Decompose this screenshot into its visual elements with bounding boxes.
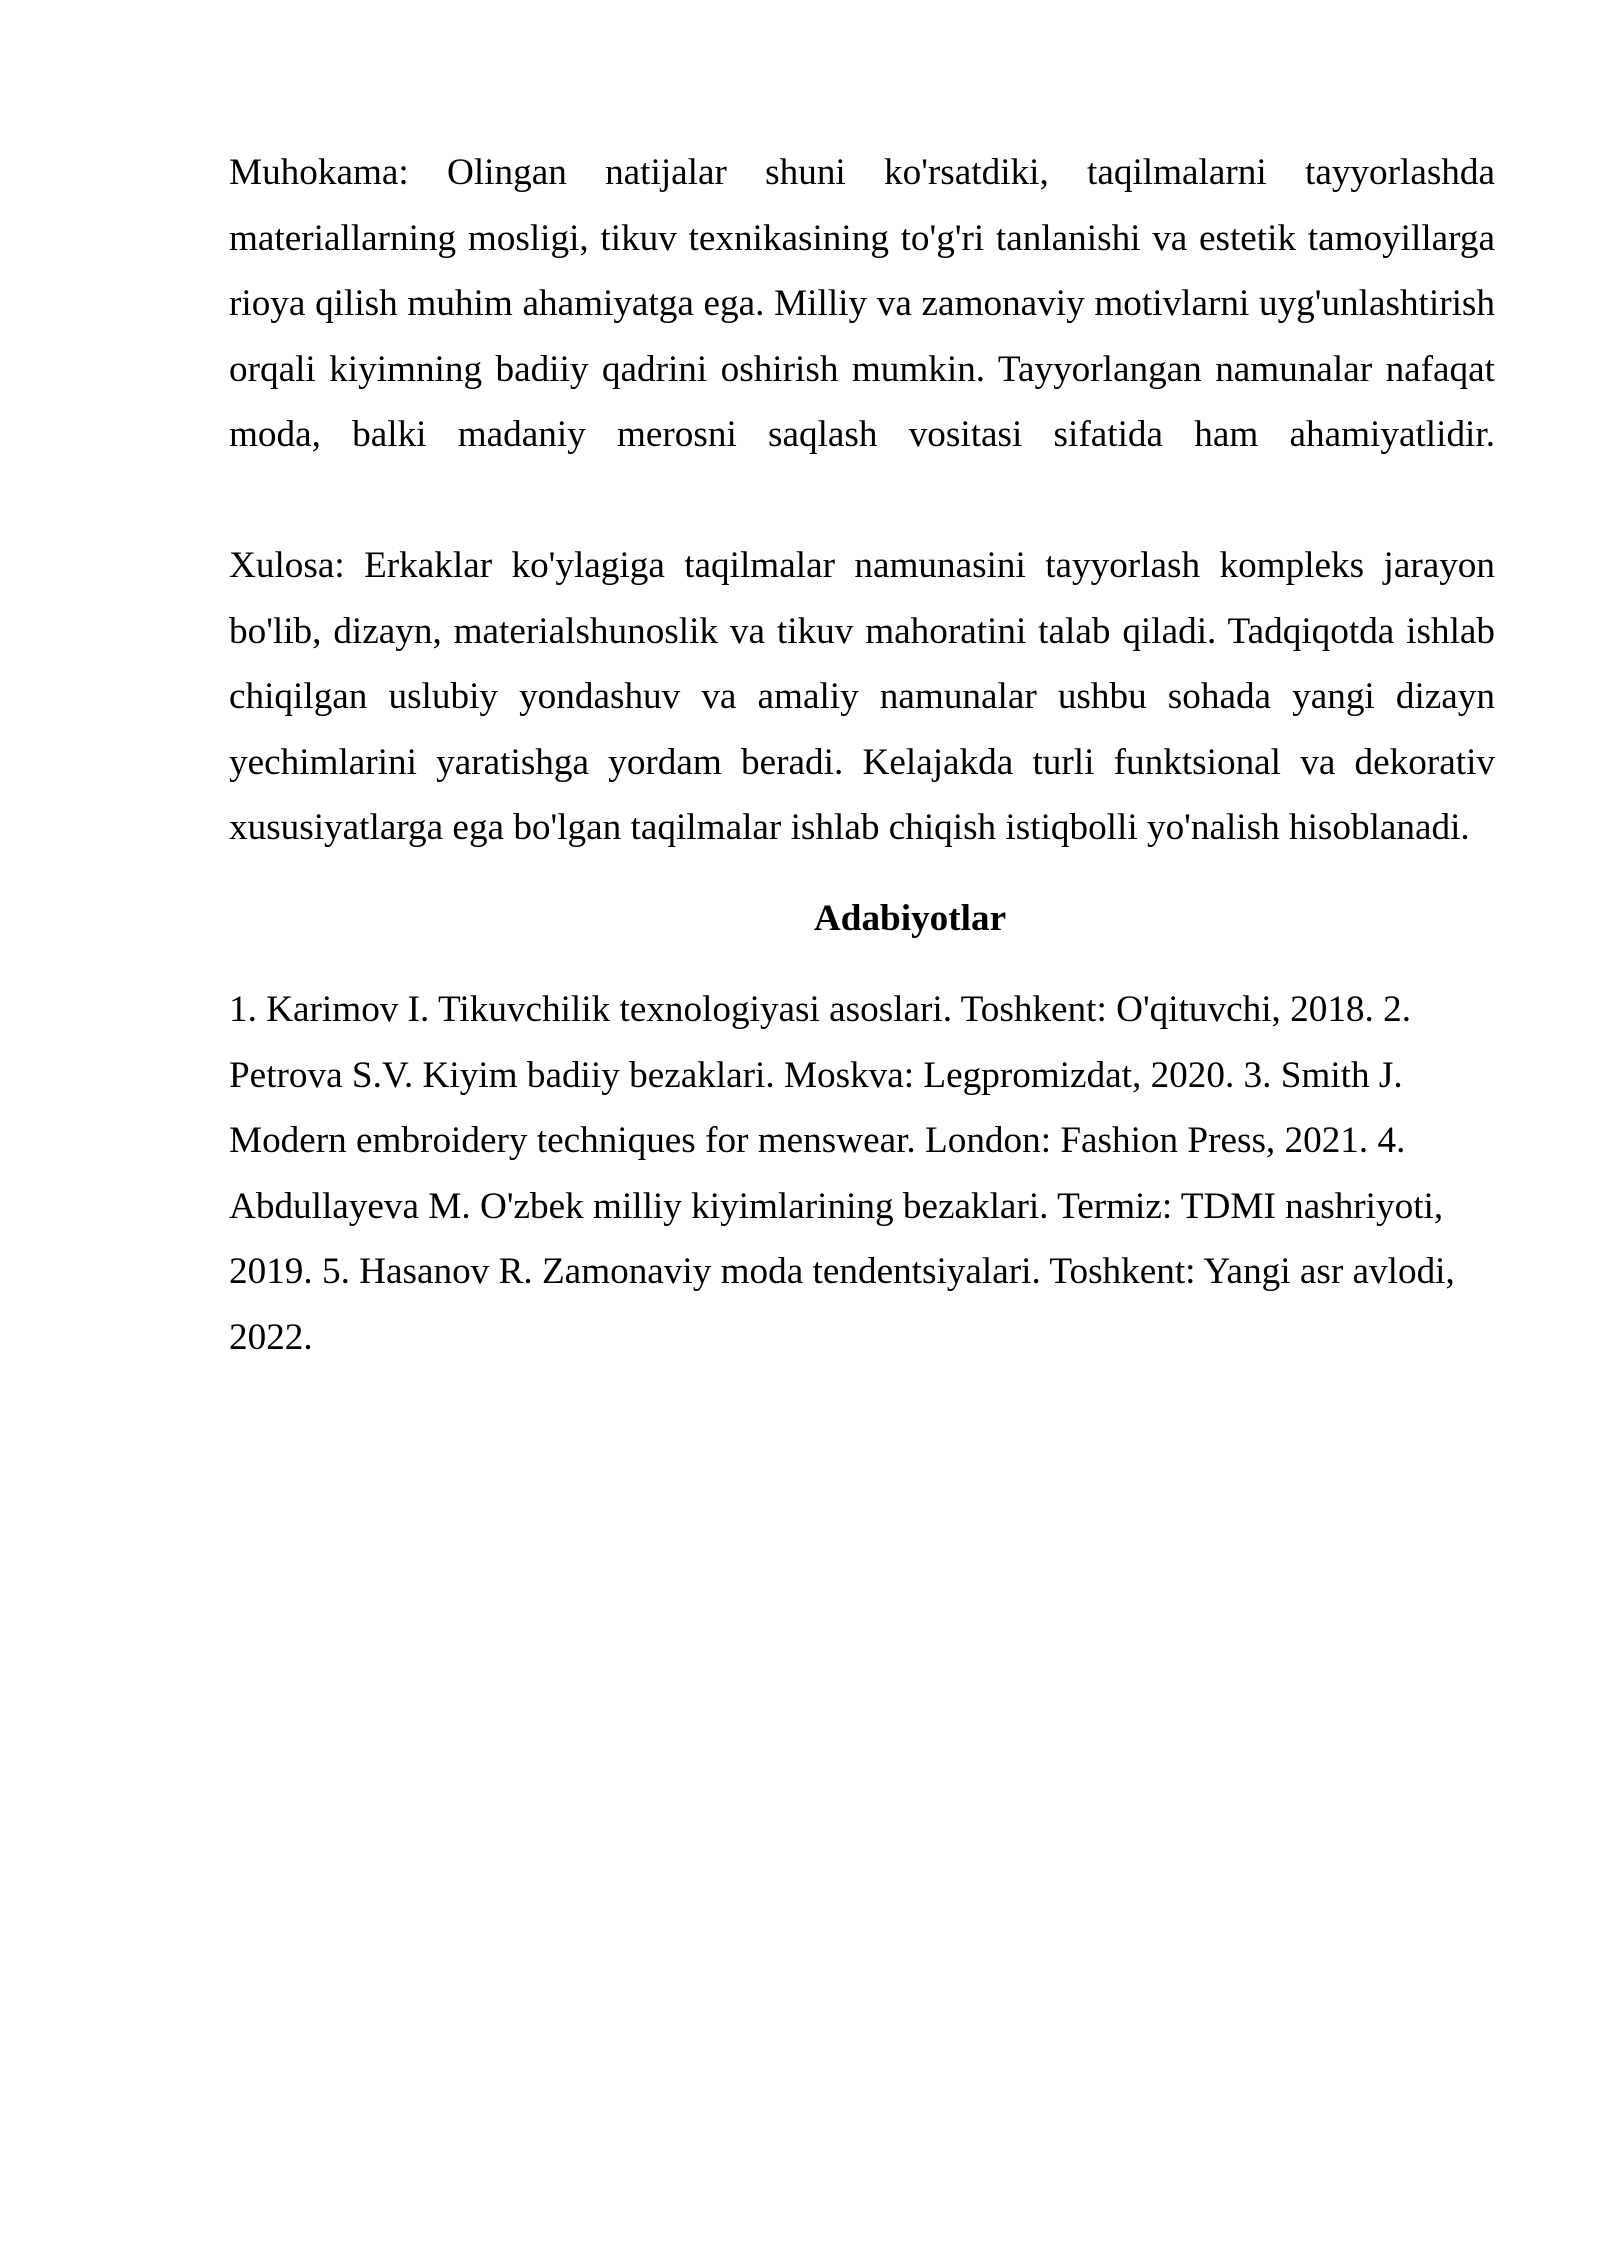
conclusion-line: xususiyatlarga ega bo'lgan taqilmalar ishlab chiqish istiqbolli yo'nalish hisoblanadi. [229, 807, 1470, 848]
reference-line: Abdullayeva M. O'zbek milliy kiyimlarining bezaklari. Termiz: TDMI nashriyoti, [229, 1185, 1444, 1227]
conclusion-line: yechimlarini yaratishga yordam beradi. Kelajakda turli funktsional va dekorativ [229, 741, 1495, 783]
discussion-line: orqali kiyimning badiiy qadrini oshirish mumkin. Tayyorlangan namunalar nafaqat [229, 348, 1495, 390]
discussion-paragraph [229, 140, 1495, 468]
references-heading: Adabiyotlar [813, 897, 1007, 939]
reference-line: 2019. 5. Hasanov R. Zamonaviy moda tendentsiyalari. Toshkent: Yangi asr avlodi, [229, 1251, 1455, 1292]
conclusion-line: bo'lib, dizayn, materialshunoslik va tikuv mahoratini talab qiladi. Tadqiqotda ishlab [229, 610, 1495, 652]
discussion-line: moda, balki madaniy merosni saqlash vositasi sifatida ham ahamiyatlidir. [229, 414, 1495, 455]
references-list [229, 977, 1495, 1370]
blank-line [229, 468, 1495, 534]
reference-line: Petrova S.V. Kiyim badiiy bezaklari. Moskva: Legpromizdat, 2020. 3. Smith J. [229, 1054, 1403, 1096]
document-body [229, 140, 1495, 1370]
discussion-line: Muhokama: Olingan natijalar shuni ko'rsatdiki, taqilmalarni tayyorlashda [229, 152, 1495, 193]
conclusion-paragraph [229, 533, 1495, 861]
discussion-line: materiallarning mosligi, tikuv texnikasining to'g'ri tanlanishi va estetik tamoyillarga [229, 217, 1495, 259]
reference-line: 2022. [229, 1316, 313, 1358]
conclusion-line: Xulosa: Erkaklar ko'ylagiga taqilmalar namunasini tayyorlash kompleks jarayon [229, 545, 1495, 586]
reference-line: 1. Karimov I. Tikuvchilik texnologiyasi asoslari. Toshkent: O'qituvchi, 2018. 2. [229, 989, 1411, 1030]
discussion-line: rioya qilish muhim ahamiyatga ega. Milliy va zamonaviy motivlarni uyg'unlashtirish [229, 283, 1495, 324]
reference-line: Modern embroidery techniques for menswear. London: Fashion Press, 2021. 4. [229, 1120, 1406, 1161]
conclusion-line: chiqilgan uslubiy yondashuv va amaliy namunalar ushbu sohada yangi dizayn [229, 676, 1495, 717]
